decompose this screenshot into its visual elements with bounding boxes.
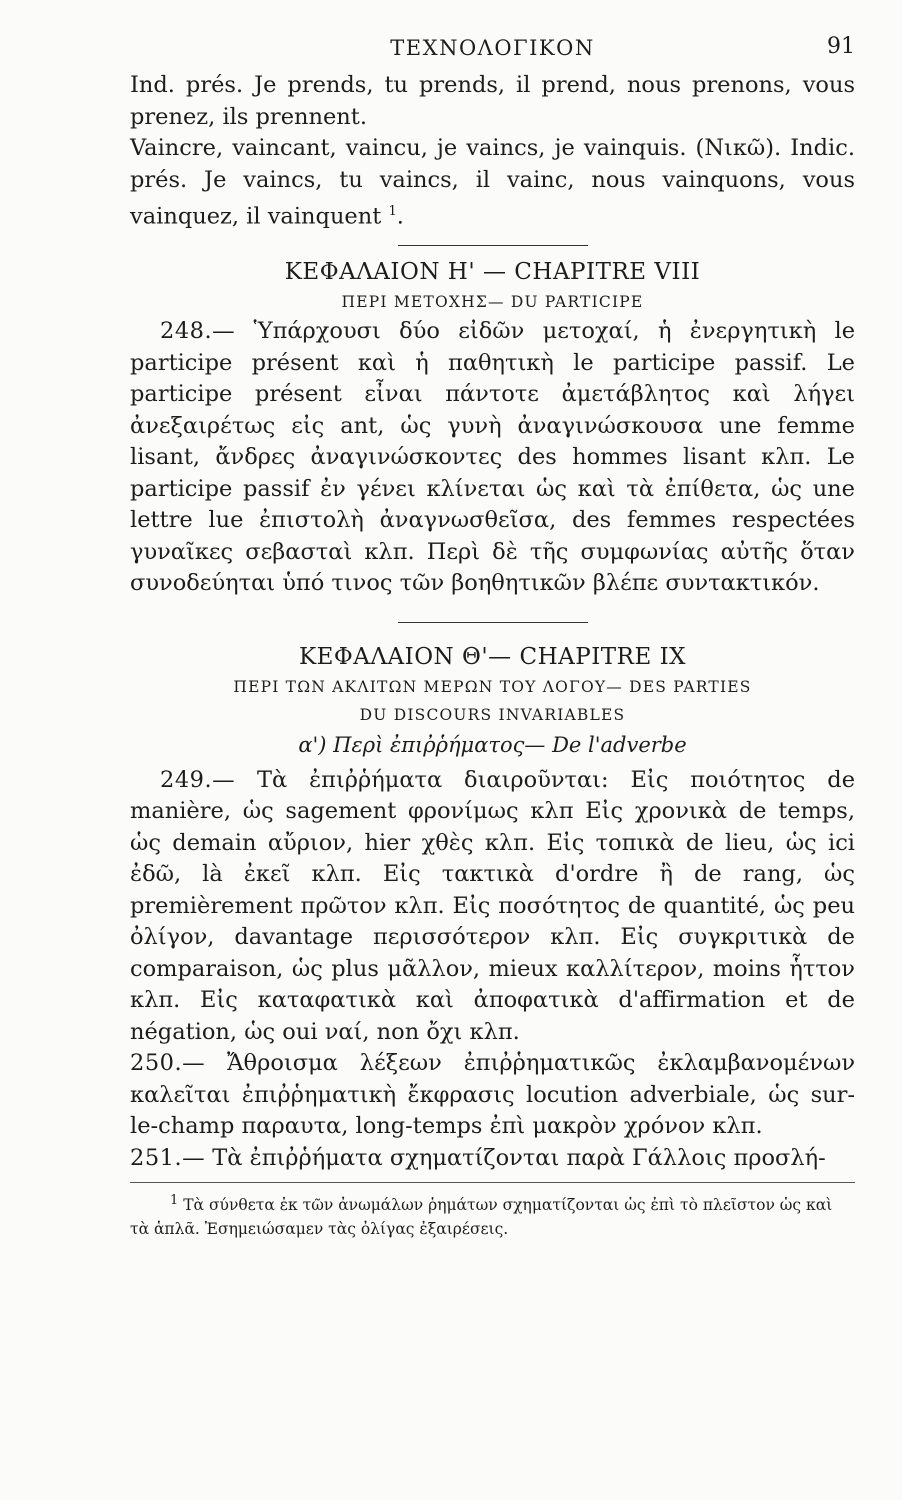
section-divider — [398, 245, 588, 246]
chapter-8-subheading: ΠΕΡΙ ΜΕΤΟΧΗΣ— DU PARTICIPE — [341, 293, 644, 311]
paragraph-prendre-conjugation: Ind. prés. Je prends, tu prends, il prend, nous prenons, vous prenez, ils prennent. — [130, 72, 855, 130]
paragraph-250-text: Ἄθροισμα λέξεων ἐπιῤῥηματικῶς ἐκλαμβανομένων καλεῖται ἐπιῤῥηματικὴ ἔκφρασις locution adverbiale, ὡς sur-le-champ παραυτα, long-temps ἐπὶ μακρὸν χρόνον κλπ. — [130, 1050, 855, 1139]
paragraph-249-text: Τὰ ἐπιῤῥήματα διαιροῦνται: Εἰς ποιότητος de manière, ὡς sagement φρονίμως κλπ Εἰς χρονικὰ de temps, ὡς demain αὔριον, hier χθὲς κλπ. Εἰς τοπικὰ de lieu, ὡς ici ἐδῶ, là ἐκεῖ κλπ. Εἰς τακτικὰ d'ordre ἢ de rang, ὡς premièrement πρῶτον κλπ. Εἰς ποσότητος de quantité, ὡς peu ὀλίγον, davantage περισσότερον κλπ. Εἰς συγκριτικὰ de comparaison, ὡς plus μᾶλλον, mieux καλλίτερον, moins ἧττον κλπ. Εἰς καταφατικὰ καὶ ἀποφατικὰ d'affirmation et de négation, ὡς oui ναί, non ὄχι κλπ. — [130, 766, 856, 1045]
paragraph-vaincre-conjugation — [130, 133, 855, 233]
footnote-divider — [130, 1182, 855, 1183]
footnote-reference: 1 — [388, 204, 397, 219]
section-divider — [398, 622, 588, 623]
footnote-text: Τὰ σύνθετα ἐκ τῶν ἀνωμάλων ῥημάτων σχηματίζονται ὡς ἐπὶ τὸ πλεῖστον ὡς καὶ τὰ ἁπλᾶ. Ἐσημειώσαμεν τὰς ὀλίγας ἐξαιρέσεις. — [130, 1196, 833, 1239]
chapter-9-subheading-line2: DU DISCOURS INVARIABLES — [359, 705, 626, 724]
book-page — [130, 30, 855, 1241]
paragraph-number: 250.— — [130, 1050, 206, 1076]
paragraph-251 — [130, 1143, 855, 1175]
paragraph-248 — [130, 316, 855, 600]
adverb-section-title: α') Περὶ ἐπιῤῥήματος— De l'adverbe — [298, 732, 687, 757]
vaincre-end: . — [396, 203, 404, 230]
running-title: ΤΕΧΝΟΛΟΓΙΚΟΝ — [390, 36, 595, 60]
page-number: 91 — [827, 34, 855, 59]
paragraph-number: 249.— — [160, 766, 236, 793]
chapter-9-subheading-line1: ΠΕΡΙ ΤΩΝ ΑΚΛΙΤΩΝ ΜΕΡΩΝ ΤΟΥ ΛΟΓΟΥ— DES PARTIES — [233, 677, 752, 696]
paragraph-number: 248.— — [160, 318, 236, 344]
paragraph-number: 251.— — [130, 1144, 206, 1171]
chapter-9-heading: ΚΕΦΑΛΑΙΟΝ Θ'— CHAPITRE IX — [298, 643, 687, 670]
footnote-marker: 1 — [170, 1193, 179, 1208]
paragraph-248-text: Ὑπάρχουσι δύο εἰδῶν μετοχαί, ἡ ἐνεργητικὴ le participe présent καὶ ἡ παθητικὴ le participe passif. Le participe présent εἶναι πάντοτε ἀμετάβλητος καὶ λήγει ἀνεξαιρέτως εἰς ant, ὡς γυνὴ ἀναγινώσκουσα une femme lisant, ἄνδρες ἀναγινώσκοντες des hommes lisant κλπ. Le participe passif ἐν γένει κλίνεται ὡς καὶ τὰ ἐπίθετα, ὡς une lettre lue ἐπιστολὴ ἀναγνωσθεῖσα, des femmes respectées γυναῖκες σεβασταὶ κλπ. Περὶ δὲ τῆς συμφωνίας αὐτῆς ὅταν συνοδεύηται ὑπό τινος τῶν βοηθητικῶν βλέπε συντακτικόν. — [130, 318, 856, 596]
vaincre-text: Vaincre, vaincant, vaincu, je vaincs, je vainquis. (Νικῶ). Indic. prés. Je vaincs, tu vaincs, il vainc, nous vainquons, vous vainquez, il vainquent — [130, 135, 855, 230]
running-head — [130, 30, 855, 70]
paragraph-251-text: Τὰ ἐπιῤῥήματα σχηματίζονται παρὰ Γάλλοις προσλή- — [212, 1144, 826, 1171]
chapter-8-heading: ΚΕΦΑΛΑΙΟΝ Η' — CHAPITRE VIII — [284, 259, 701, 285]
paragraph-250 — [130, 1048, 855, 1143]
paragraph-249 — [130, 765, 855, 1049]
footnote — [130, 1189, 855, 1241]
